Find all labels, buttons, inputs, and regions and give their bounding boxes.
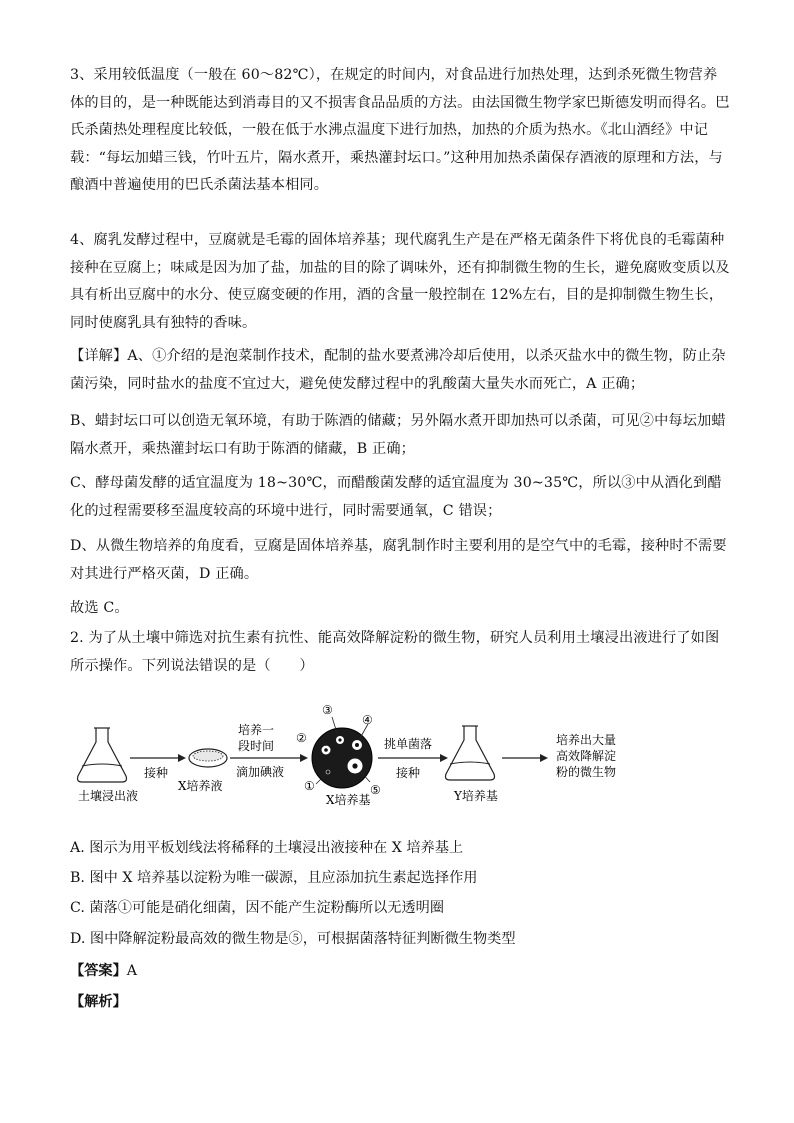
arrow1-label: 接种	[144, 766, 169, 780]
colony-label-3: ③	[322, 703, 333, 717]
colony-label-5: ⑤	[370, 783, 381, 797]
option-d: D. 图中降解淀粉最高效的微生物是⑤，可根据菌落特征判断微生物类型	[70, 931, 516, 947]
arrow3-bottom-label: 接种	[396, 766, 421, 780]
colony-label-1: ①	[304, 779, 315, 793]
arrow2-top-line2: 段时间	[238, 739, 275, 753]
arrow-1-head	[178, 754, 186, 762]
paragraph-explanation-d: D、从微生物培养的角度看，豆腐是固体培养基，腐乳制作时主要利用的是空气中的毛霉，接种时不需要对其进行严格灭菌，D 正确。	[70, 538, 727, 582]
option-c: C. 菌落①可能是硝化细菌，因不能产生淀粉酶所以无透明圈	[70, 900, 445, 916]
answer-line	[70, 961, 730, 981]
question-2-stem: 2. 为了从土壤中筛选对抗生素有抗性、能高效降解淀粉的微生物，研究人员利用土壤浸出液进行了如图所示操作。下列说法错误的是（ ）	[70, 630, 720, 674]
flask2-label: Y培养基	[454, 789, 498, 803]
analysis-label: 【解析】	[70, 994, 127, 1010]
experiment-diagram	[70, 700, 710, 815]
paragraph-explanation-c: C、酵母菌发酵的适宜温度为 18~30℃，而醋酸菌发酵的适宜温度为 30~35℃，所以③中从酒化到醋化的过程需要移至温度较高的环境中进行，同时需要通氧，C 错误；	[70, 475, 722, 519]
dish1-label: X培养液	[178, 779, 223, 793]
flask1-label: 土壤浸出液	[78, 789, 139, 803]
result-line2: 高效降解淀	[556, 749, 617, 763]
result-line1: 培养出大量	[556, 733, 617, 747]
colony-label-2: ②	[296, 731, 307, 745]
option-a: A. 图示为用平板划线法将稀释的土壤浸出液接种在 X 培养基上	[70, 840, 464, 856]
paragraph-fermented-tofu: 4、腐乳发酵过程中，豆腐就是毛霉的固体培养基；现代腐乳生产是在严格无菌条件下将优良的毛霉菌种接种在豆腐上；味咸是因为加了盐，加盐的目的除了调味外，还有抑制微生物的生长，避免腐败变质以及具有析出豆腐中的水分、使豆腐变硬的作用，酒的含量一般控制在 12%左右，目的是抑制微生物生长，同时使腐乳具有独特的香味。	[70, 232, 730, 331]
dish2-label: X培养基	[326, 793, 371, 807]
paragraph-pasteurization: 3、采用较低温度（一般在 60～82℃），在规定的时间内，对食品进行加热处理，达到杀死微生物营养体的目的，是一种既能达到消毒目的又不损害食品品质的方法。由法国微生物学家巴斯德发明而得名。巴氏杀菌热处理程度比较低，一般在低于水沸点温度下进行加热，加热的介质为热水。《北山酒经》中记载：“每坛加蜡三钱，竹叶五片，隔水煮开，乘热灌封坛口。”这种用加热杀菌保存酒液的原理和方法，与酿酒中普遍使用的巴氏杀菌法基本相同。	[70, 67, 730, 193]
answer-label: 【答案】	[70, 963, 127, 979]
paragraph-explanation-a: 【详解】A、①介绍的是泡菜制作技术，配制的盐水要煮沸冷却后使用，以杀灭盐水中的微生物，防止杂菌污染，同时盐水的盐度不宜过大，避免使发酵过程中的乳酸菌大量失水而死亡，A 正确；	[70, 348, 726, 392]
result-line3: 粉的微生物	[556, 765, 617, 779]
arrow-4-head	[540, 754, 548, 762]
arrow-2-head	[300, 754, 308, 762]
colony-label-4: ④	[362, 713, 373, 727]
arrow-3-head	[440, 754, 448, 762]
flask-y-medium-icon	[446, 726, 495, 780]
paragraph-conclusion: 故选 C。	[70, 600, 129, 616]
arrow3-top-label: 挑单菌落	[384, 737, 433, 751]
arrow2-bottom-label: 滴加碘液	[236, 765, 285, 779]
petri-dish-x-liquid-icon	[189, 749, 227, 767]
answer-value: A	[126, 963, 138, 979]
arrow2-top-line1: 培养一	[238, 723, 275, 737]
option-b: B. 图中 X 培养基以淀粉为唯一碳源，且应添加抗生素起选择作用	[70, 870, 478, 886]
paragraph-explanation-b: B、蜡封坛口可以创造无氧环境，有助于陈酒的储藏；另外隔水煮开即加热可以杀菌，可见②中每坛加蜡隔水煮开，乘热灌封坛口有助于陈酒的储藏，B 正确；	[70, 413, 726, 457]
flask-soil-extract-icon	[78, 728, 127, 782]
